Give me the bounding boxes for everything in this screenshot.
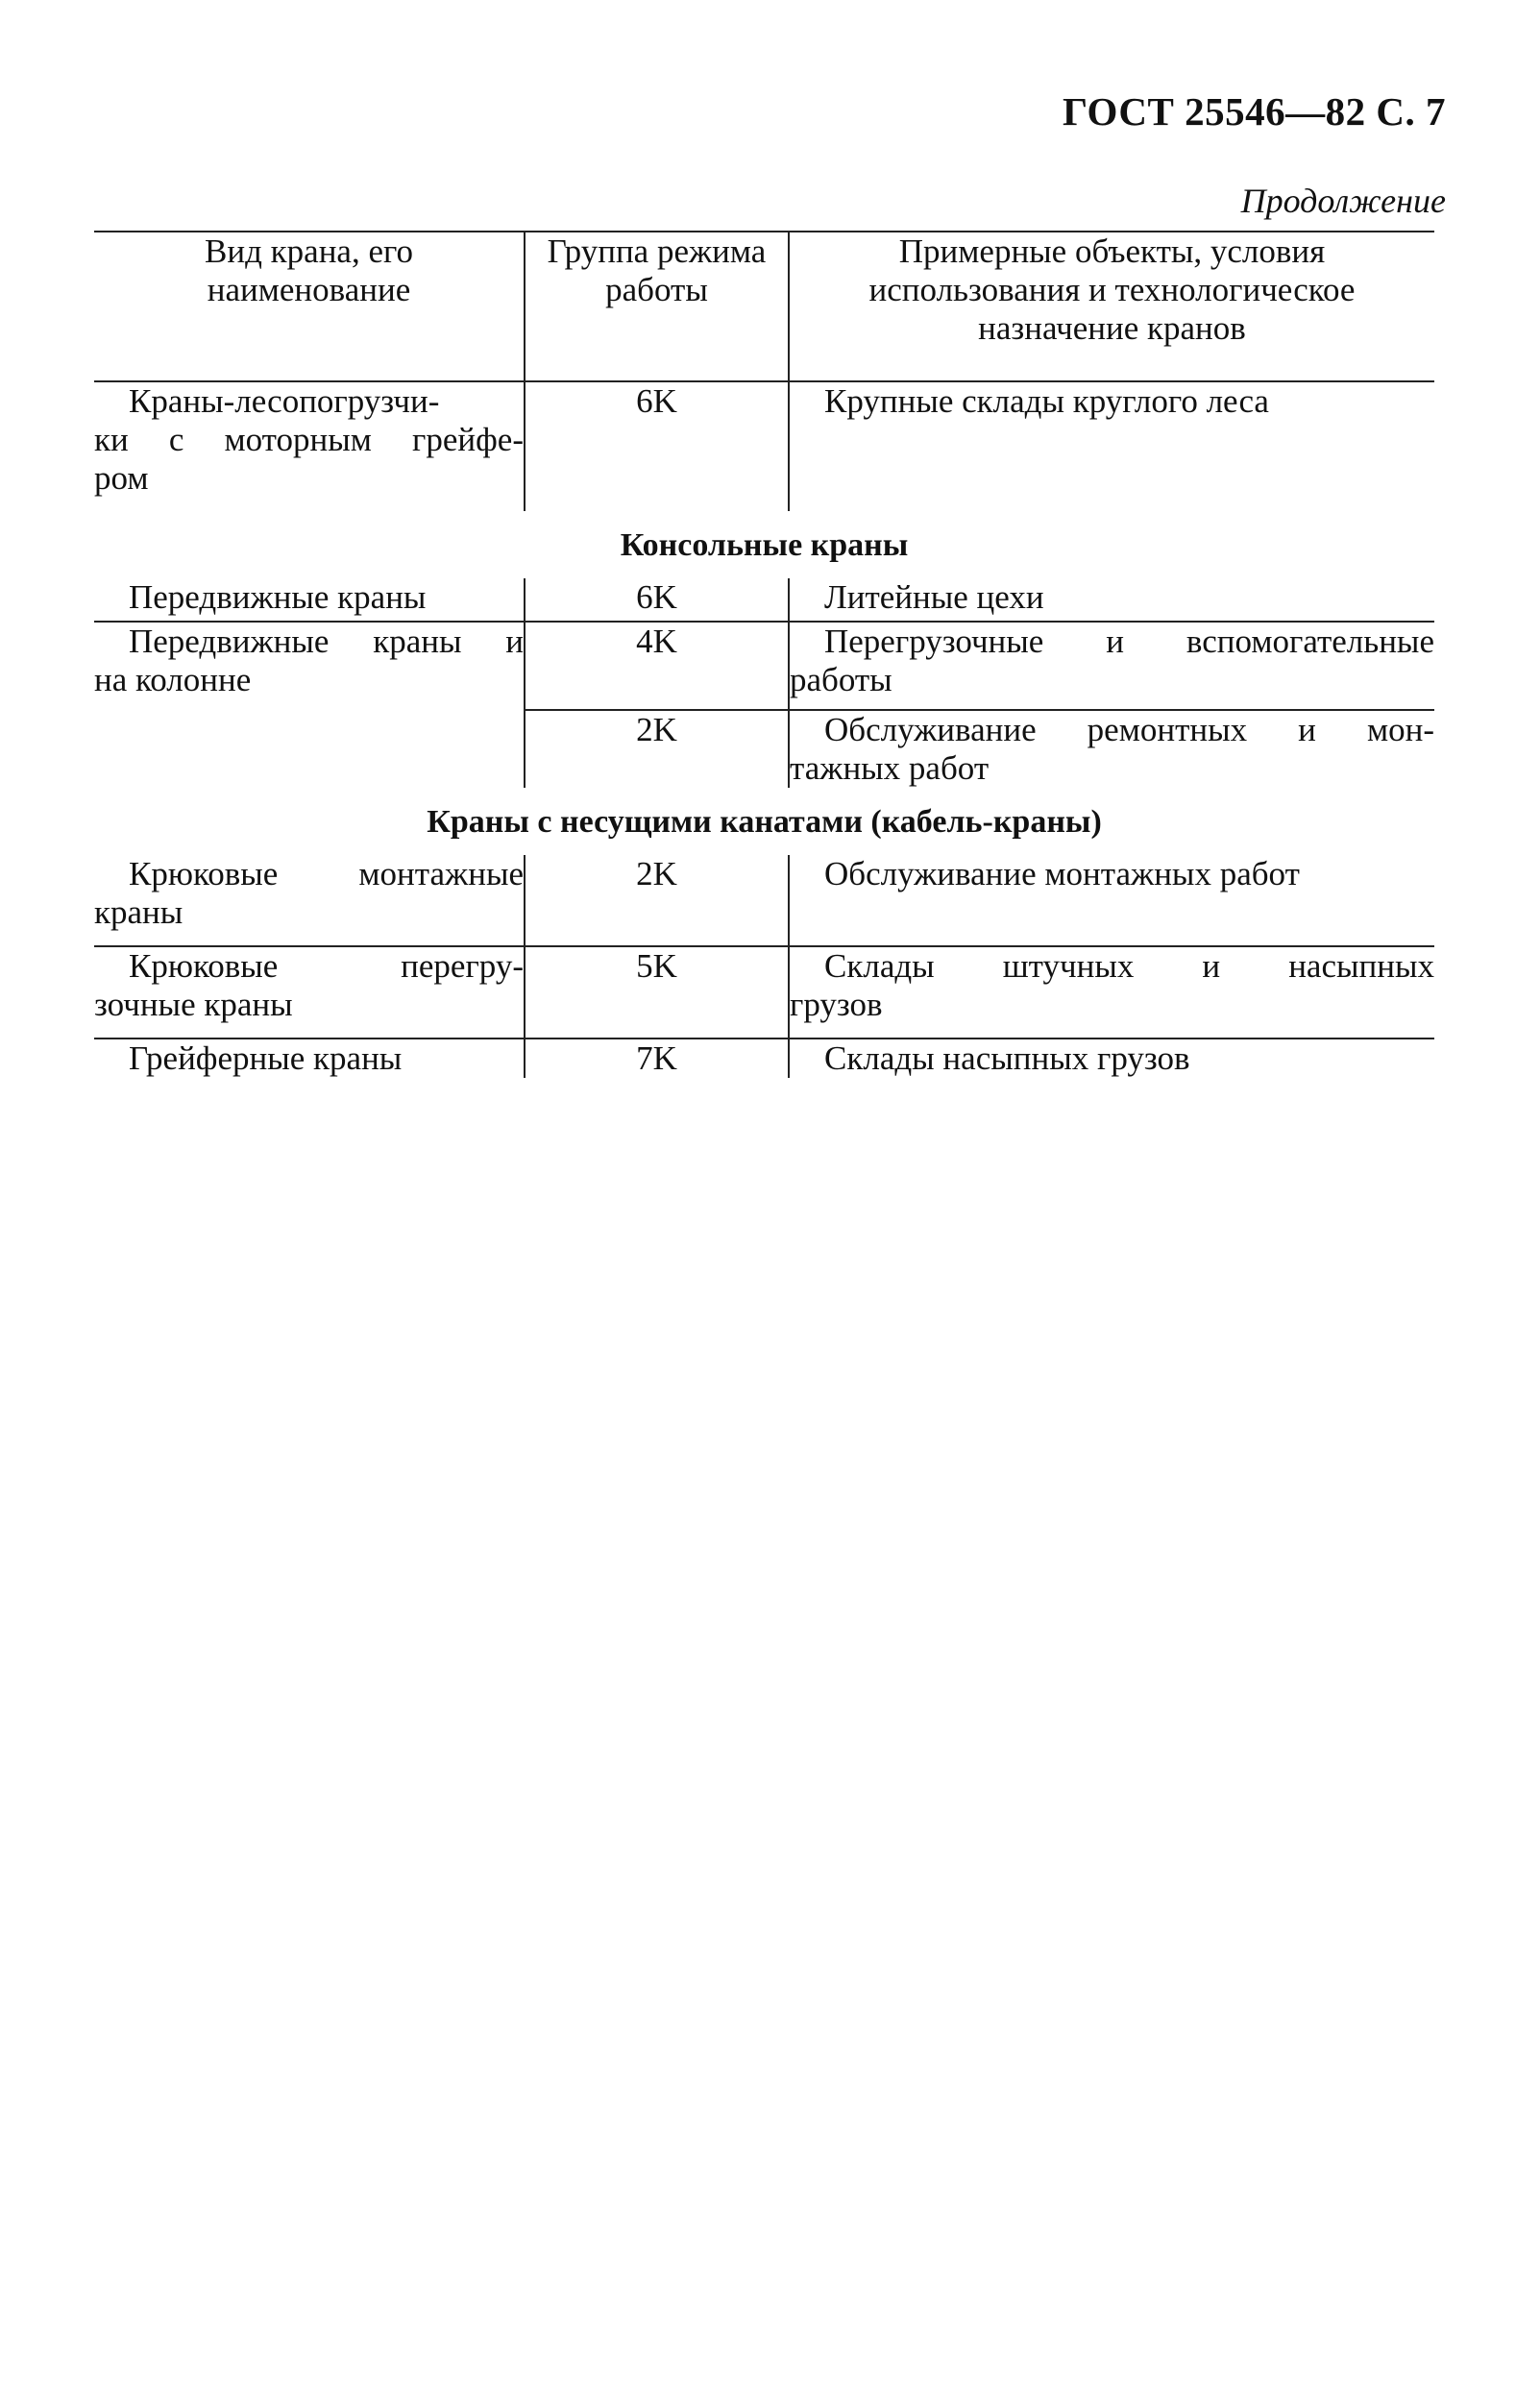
table-row [94,381,1434,511]
crane-cell [94,381,525,511]
crane-line: Крюковые монтажные [129,855,524,892]
crane-cell [94,946,525,1039]
crane-cell: Передвижные краны [94,578,525,622]
crane-table [94,231,1434,1078]
group-cell: 2K [525,855,789,946]
continuation-label: Продолжение [1240,182,1446,220]
section-title: Консольные краны [620,527,909,563]
crane-line: Краны-лесопогрузчи- [129,382,440,420]
group-cell: 6K [525,578,789,622]
crane-line: на колонне [94,661,252,698]
purpose-cell [789,946,1434,1039]
purpose-cell: Крупные склады круглого леса [824,382,1269,420]
crane-cell [94,622,525,788]
purpose-cell [789,622,1434,710]
purpose-cell: Склады насыпных грузов [789,1039,1434,1078]
group-cell: 2K [525,710,789,788]
page-header: ГОСТ 25546—82 С. 7 [1062,89,1446,134]
crane-line: ром [94,459,149,497]
table-header-row [94,232,1434,381]
crane-line: ки с моторным грейфе- [94,421,524,458]
crane-line: Крюковые перегру- [129,947,524,985]
table-row [94,578,1434,622]
group-cell: 6K [525,381,789,511]
purpose-cell: Литейные цехи [824,578,1044,616]
group-cell: 4K [525,622,789,710]
purpose-line: грузов [790,986,883,1023]
crane-line: Передвижные краны и [129,623,524,660]
section-row [94,788,1434,855]
purpose-line: Склады штучных и насыпных [824,947,1434,985]
purpose-cell [789,710,1434,788]
column-header-group: Группа режима работы [525,232,789,381]
table-row [94,855,1434,946]
purpose-cell: Обслуживание монтажных работ [824,855,1300,892]
purpose-line: Перегрузочные и вспомогательные [824,623,1434,660]
purpose-line: работы [790,661,892,698]
table-row [94,946,1434,1039]
crane-line: зочные краны [94,986,293,1023]
group-cell: 5K [525,946,789,1039]
column-header-purpose: Примерные объекты, условия использования и технологическое назначение кранов [789,232,1434,381]
purpose-line: тажных работ [790,749,990,787]
table-row [94,622,1434,710]
crane-cell [94,855,525,946]
crane-cell: Грейферные краны [94,1039,525,1078]
section-title: Краны с несущими канатами (кабель-краны) [427,804,1102,840]
section-row [94,511,1434,578]
table-row [94,1039,1434,1078]
group-cell: 7K [525,1039,789,1078]
purpose-line: Обслуживание ремонтных и мон- [824,711,1434,748]
crane-line: краны [94,893,183,931]
column-header-crane: Вид крана, его наименование [94,232,525,381]
